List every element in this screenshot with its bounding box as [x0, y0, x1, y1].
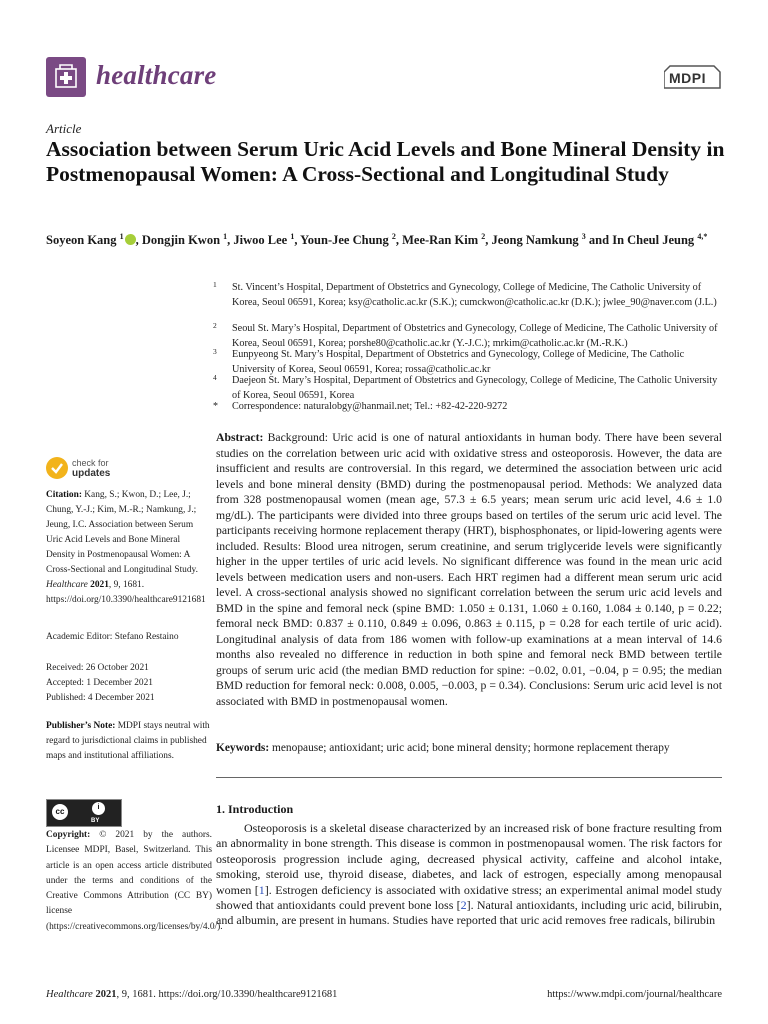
citation-rest[interactable]: , 9, 1681. https://doi.org/10.3390/healthcare9121681: [46, 580, 206, 605]
citation-year: 2021: [90, 580, 109, 590]
journal-name[interactable]: healthcare: [96, 60, 217, 90]
received-date: Received: 26 October 2021: [46, 663, 149, 673]
abstract-text: Background: Uric acid is one of natural antioxidants in human body. There have been several studies on the correlation between uric acid with oxidative stress and osteoporosis. However, the data are insufficient and results are controversial. In this regard, we determined the association between uric acid levels and bone mineral density (BMD) during the postmenopausal period. Methods: We analyzed data from 328 postmenopausal women (mean age, 57.3 ± 6.5 years; mean serum uric acid level, 4.6 ± 1.0 mg/dL). The participants were divided into three groups based on tertiles of the serum uric acid level. The participants receiving hormone replacement therapy (HRT), bisphosphonates, or lipid-lowering agents were included. Results: Blood urea nitrogen, serum creatinine, and serum triglyceride levels were significantly higher in the upper tertiles of uric acid levels. No significant difference was found in the mean uric acid levels between medication users and non-users. Each HRT regimen had a different mean serum uric acid level. A cross-sectional analysis showed no significant correlation between the serum uric acid levels and BMD in the spine and femoral neck (spine BMD: 1.050 ± 0.131, 1.060 ± 0.160, 1.084 ± 0.140, p = 0.22; femoral neck BMD: 0.837 ± 0.110, 0.849 ± 0.096, 0.863 ± 0.115, p = 0.28 for each tertile of uric acid). Longitudinal analysis of data from 186 women with follow-up examinations at a mean interval of 14.6 months also revealed no difference in reduction in both spine and femoral neck BMD between tertile groups of serum uric acid (the median BMD reduction for spine: −0.02, 0.01, −0.04, p = 0.95; the median BMD reduction for femoral neck: 0.008, 0.005, −0.003, p = 0.34). Conclusions: Serum uric acid level is not associated with BMD in postmenopausal women.: [216, 431, 723, 708]
affiliation-text: St. Vincent’s Hospital, Department of Obstetrics and Gynecology, College of Medicine, The Catholic University of Korea, Seoul 06591, Korea; ksy@catholic.ac.kr (S.K.); cumckwon@catholic.ac.kr (D.K.); jwlee_90@naver.com (J.L.): [232, 282, 717, 308]
author-affiliation-sup: 1: [119, 232, 124, 241]
affiliation-number: 2: [213, 321, 217, 330]
article-type: Article: [46, 121, 82, 136]
author[interactable]: [612, 233, 707, 247]
copyright-notice: [46, 828, 223, 935]
dates-block: [46, 661, 206, 706]
section-heading-introduction: 1. Introduction: [216, 802, 294, 816]
affiliation-text: Daejeon St. Mary’s Hospital, Department of Obstetrics and Gynecology, College of Medicine, The Catholic University of Korea, Seoul 06591, Korea: [232, 375, 718, 401]
cc-by-label: BY: [91, 818, 100, 824]
introduction-paragraph: [216, 821, 722, 929]
author-affiliation-sup: 4,*: [697, 232, 708, 241]
author[interactable]: [300, 233, 396, 247]
check-updates-line1: check for: [72, 458, 109, 468]
footer-journal-url[interactable]: https://www.mdpi.com/journal/healthcare: [547, 989, 722, 1000]
footer-year: 2021: [95, 989, 117, 1000]
footer-journal: Healthcare: [46, 989, 93, 1000]
publishers-note-label: Publisher’s Note:: [46, 721, 116, 731]
paper-title: Association between Serum Uric Acid Levels and Bone Mineral Density in Postmenopausal Women: A Cross-Sectional and Longitudinal Study: [46, 137, 725, 186]
author[interactable]: [46, 233, 136, 247]
mdpi-logo[interactable]: [664, 62, 722, 92]
affiliation-number: 1: [213, 280, 217, 289]
citation-journal: Healthcare: [46, 580, 88, 590]
author-name: Dongjin Kwon: [141, 233, 221, 248]
published-date: Published: 4 December 2021: [46, 693, 155, 703]
affiliation-text: Eunpyeong St. Mary’s Hospital, Department of Obstetrics and Gynecology, College of Medicine, The Catholic University of Korea, Seoul 06591, Korea; rossa@catholic.ac.kr: [232, 349, 685, 375]
affiliation-number: 4: [213, 373, 217, 382]
cc-by-license-badge[interactable]: [46, 799, 122, 827]
journal-logo-icon[interactable]: [46, 57, 86, 97]
affiliation-text: Seoul St. Mary’s Hospital, Department of Obstetrics and Gynecology, College of Medicine, The Catholic University of Korea, Seoul 06591, Korea; porshe80@catholic.ac.kr (Y.-J.C.); mrkim@catholic.ac.kr (M.-R.K.): [232, 323, 718, 349]
citation-text: Kang, S.; Kwon, D.; Lee, J.; Chung, Y.-J.; Kim, M.-R.; Namkung, J.; Jeung, I.C. Association between Serum Uric Acid Levels and Bone Mineral Density in Postmenopausal Women: A Cross-Sectional and Longitudinal Study.: [46, 490, 198, 575]
intro-text-part: ]. Natural antioxidants, including uric acid, bilirubin, and albumin, are present in humans. Studies have reported that uric acid removes free radicals, bilirubin: [216, 898, 722, 928]
citation-link[interactable]: 1: [258, 882, 265, 897]
author-affiliation-sup: 1: [223, 232, 228, 241]
author-name: Jeong Namkung: [491, 233, 579, 248]
intro-text-part: ]. Estrogen deficiency is associated with oxidative stress; an experimental animal model study showed that antioxidants could prevent bone loss [: [216, 882, 722, 913]
publishers-note: [46, 719, 211, 764]
citation-block: [46, 488, 206, 608]
author-affiliation-sup: 3: [581, 232, 586, 241]
affiliation-number: 3: [213, 347, 217, 356]
author-affiliation-sup: 1: [290, 232, 295, 241]
affiliation-text: Correspondence: naturalobgy@hanmail.net; Tel.: +82-42-220-9272: [232, 401, 508, 412]
cc-icon: cc: [51, 803, 69, 821]
check-updates-icon: [46, 457, 68, 479]
author[interactable]: [492, 233, 586, 247]
keywords-label: Keywords:: [216, 742, 270, 754]
accepted-date: Accepted: 1 December 2021: [46, 678, 153, 688]
keywords-text: menopause; antioxidant; uric acid; bone mineral density; hormone replacement therapy: [272, 742, 670, 754]
footer-citation: [46, 989, 337, 1000]
divider: [216, 777, 722, 778]
author-name: Jiwoo Lee: [233, 233, 288, 248]
author[interactable]: [142, 233, 227, 247]
abstract: [216, 430, 722, 709]
publishers-note-text: MDPI stays neutral with regard to jurisdictional claims in published maps and institutional affiliations.: [46, 721, 210, 761]
academic-editor: Academic Editor: Stefano Restaino: [46, 632, 179, 642]
abstract-label: Abstract:: [216, 431, 264, 444]
check-for-updates-button[interactable]: [46, 455, 146, 481]
author[interactable]: [402, 233, 485, 247]
author-name: Soyeon Kang: [46, 233, 117, 248]
check-updates-line2: updates: [72, 468, 111, 479]
affiliation-number: *: [213, 401, 218, 412]
keywords: [216, 741, 722, 757]
author-name: In Cheul Jeung: [612, 233, 695, 248]
footer-doi[interactable]: , 9, 1681. https://doi.org/10.3390/healthcare9121681: [116, 989, 338, 1000]
person-icon: i: [91, 801, 106, 816]
author-affiliation-sup: 2: [391, 232, 396, 241]
copyright-label: Copyright:: [46, 830, 91, 840]
author[interactable]: [233, 233, 294, 247]
orcid-icon[interactable]: [125, 234, 136, 245]
author-name: Mee-Ran Kim: [402, 233, 479, 248]
intro-text-part: Osteoporosis is a skeletal disease characterized by an increased risk of bone fracture resulting from an abnormality in bone strength. This disease is common in postmenopausal women. The risk factors for osteoporosis progression include aging, decreased physical activity, caffeine and alcohol intake, smoking, steroid use, thyroid disease, diabetes, and lack of estrogen, especially among menopausal women [: [216, 821, 722, 897]
publisher-name: MDPI: [669, 70, 706, 86]
citation-label: Citation:: [46, 490, 82, 500]
author-list: Soyeon Kang $^1$ , Dongjin Kwon $^1$, Jiwoo Lee $^1$, Youn-Jee Chung $^2$, Mee-Ran Kim $^2$, Jeong Namkung $^3$ and In Cheul Jeung $^{4,*}$: [46, 232, 708, 248]
citation-link[interactable]: 2: [460, 898, 467, 913]
copyright-text: © 2021 by the authors. Licensee MDPI, Basel, Switzerland. This article is an open access article distributed under the terms and conditions of the Creative Commons Attribution (CC BY) license (https://creativecommons.org/licenses/by/4.0/).: [46, 830, 223, 932]
author-name: Youn-Jee Chung: [300, 233, 389, 248]
author-affiliation-sup: 2: [481, 232, 486, 241]
